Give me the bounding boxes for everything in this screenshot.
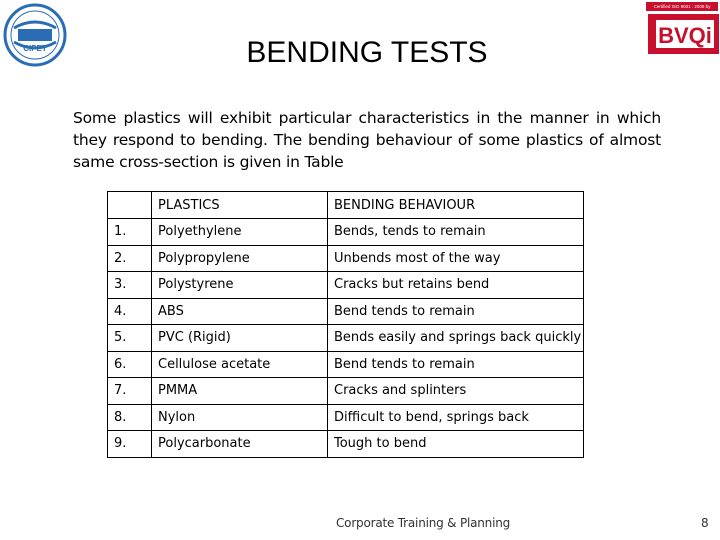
- table-row: [108, 245, 584, 272]
- row-behaviour: Difficult to bend, springs back: [328, 404, 584, 431]
- row-behaviour: Bend tends to remain: [328, 298, 584, 325]
- row-index: 9.: [108, 431, 152, 458]
- row-behaviour: Cracks and splinters: [328, 378, 584, 405]
- table-header-row: [108, 192, 584, 219]
- row-plastic: ABS: [152, 298, 328, 325]
- row-behaviour: Bends, tends to remain: [328, 219, 584, 246]
- table-row: [108, 325, 584, 352]
- row-behaviour: Unbends most of the way: [328, 245, 584, 272]
- table-row: [108, 378, 584, 405]
- row-plastic: Nylon: [152, 404, 328, 431]
- footer-text: Corporate Training & Planning: [336, 516, 511, 530]
- row-index: 1.: [108, 219, 152, 246]
- row-plastic: Polystyrene: [152, 272, 328, 299]
- bvqi-logo-text: BVQi: [658, 23, 712, 48]
- table-row: [108, 219, 584, 246]
- header-index: [108, 192, 152, 219]
- table-row: [108, 351, 584, 378]
- table-row: [108, 298, 584, 325]
- row-plastic: Polycarbonate: [152, 431, 328, 458]
- table-row: [108, 431, 584, 458]
- row-behaviour: Bends easily and springs back quickly: [328, 325, 584, 352]
- row-behaviour: Bend tends to remain: [328, 351, 584, 378]
- table-row: [108, 272, 584, 299]
- row-index: 5.: [108, 325, 152, 352]
- table-row: [108, 404, 584, 431]
- row-behaviour: Cracks but retains bend: [328, 272, 584, 299]
- header-plastics: PLASTICS: [152, 192, 328, 219]
- row-index: 7.: [108, 378, 152, 405]
- row-index: 4.: [108, 298, 152, 325]
- row-behaviour: Tough to bend: [328, 431, 584, 458]
- row-index: 8.: [108, 404, 152, 431]
- row-index: 6.: [108, 351, 152, 378]
- bending-behaviour-table: [107, 191, 584, 458]
- certification-banner: Certified ISO 9001 : 2008 by: [646, 2, 718, 11]
- row-index: 3.: [108, 272, 152, 299]
- row-plastic: PMMA: [152, 378, 328, 405]
- row-plastic: Polypropylene: [152, 245, 328, 272]
- row-plastic: Cellulose acetate: [152, 351, 328, 378]
- header-bending-behaviour: BENDING BEHAVIOUR: [328, 192, 584, 219]
- intro-paragraph: Some plastics will exhibit particular characteristics in the manner in which they respond to bending. The bending behaviour of some plastics of almost same cross-section is given in Table: [73, 109, 661, 171]
- page-number: 8: [701, 516, 709, 530]
- row-index: 2.: [108, 245, 152, 272]
- cipet-logo-text: CIPET: [23, 44, 47, 53]
- row-plastic: Polyethylene: [152, 219, 328, 246]
- row-plastic: PVC (Rigid): [152, 325, 328, 352]
- slide-title: BENDING TESTS: [246, 36, 488, 69]
